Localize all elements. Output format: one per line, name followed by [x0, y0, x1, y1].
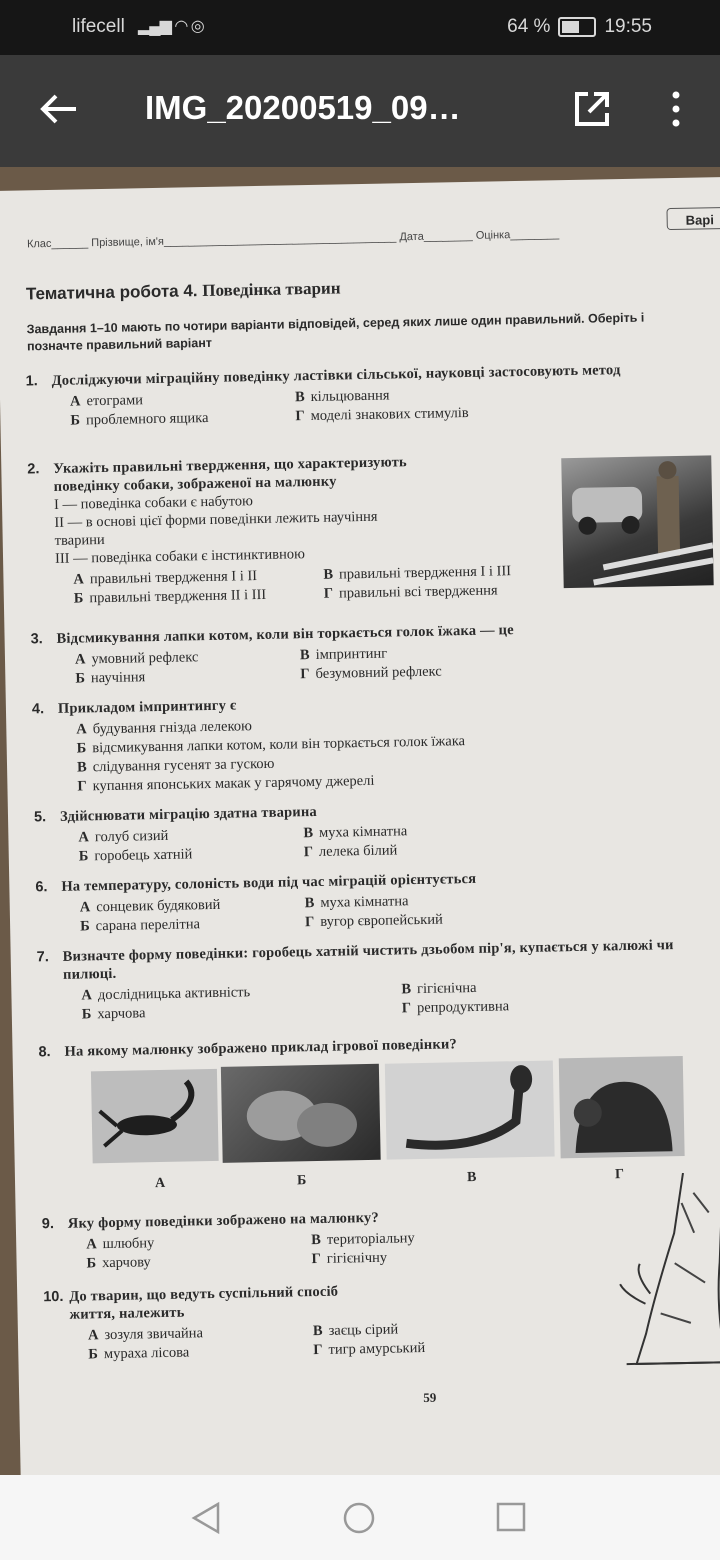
question-10: 10. До тварин, що ведуть суспільний спосіб життя, належить А зозуля звичайна В заєць сірий Б мураха лісова Г тигр амурський [43, 1283, 426, 1363]
back-arrow-icon[interactable] [36, 87, 80, 131]
image-label-b: Б [296, 1173, 307, 1189]
image-title: IMG_20200519_09… [145, 89, 461, 126]
open-external-icon[interactable] [572, 89, 612, 129]
question-7: 7. Визначте форму поведінки: горобець хатній чистить дзьобом пір'я, купається у калюжі чи пилюці. А дослідницька активність В гігієнічна Б харчова Г репродуктивна [36, 937, 674, 1023]
back-nav-icon[interactable] [190, 1501, 222, 1535]
image-label-g: Г [614, 1167, 625, 1183]
battery-percent: 64 % [507, 16, 551, 37]
app-bar [0, 55, 720, 167]
instruction: Завдання 1–10 мають по чотири варіанти відповідей, серед яких лише один правильний. Оберіть і позначте правильний варіант [26, 310, 645, 354]
question-9: 9. Яку форму поведінки зображено на малюнку? А шлюбну В територіальну Б харчову Г гігієнічну [41, 1209, 415, 1272]
recents-nav-icon[interactable] [496, 1502, 526, 1532]
scorpion-photo [91, 1069, 219, 1163]
home-nav-icon[interactable] [342, 1501, 376, 1535]
tree-sketch [613, 1172, 720, 1374]
question-5: 5. Здійснювати міграцію здатна тварина А голуб сизий В муха кімнатна Б горобець хатній Г лелека білий [33, 803, 408, 865]
cobra-photo [385, 1060, 555, 1159]
question-1: 1. Досліджуючи міграційну поведінку ластівки сільської, науковці застосовують метод А етограми В кільцювання Б проблемного ящика Г моделі знакових стимулів [25, 362, 621, 429]
image-label-a: А [154, 1175, 166, 1192]
cat-arched-photo [559, 1056, 685, 1158]
carrier-label: lifecell [72, 16, 125, 37]
signal-wifi-icons: ▂▄▆ ◠ ◎ [138, 18, 204, 35]
navigation-bar [0, 1475, 720, 1560]
page-number: 59 [423, 1389, 437, 1406]
question-2: 2. Укажіть правильні твердження, що характеризують поведінку собаки, зображеної на малюнку I — поведінка собаки є набутою II — в основі цієї форми поведінки лежить научіння тварини III — поведінка собаки є інстинктивною А правильні твердження I і II В правильні твердження I і III Б правильні твердження II і III Г правильні всі твердження [27, 454, 512, 607]
status-bar [0, 0, 720, 55]
battery-icon [558, 17, 596, 37]
worksheet-title: Тематична робота 4. Поведінка тварин [25, 278, 341, 304]
question-3: 3. Відсмикування лапки котом, коли він торкається голок їжака — це А умовний рефлекс В імпринтинг Б научіння Г безумовний рефлекс [30, 622, 514, 687]
question-4: 4. Прикладом імпринтингу є А будування гнізда лелекою Б відсмикування лапки котом, коли він торкається голок їжака В слідування гусенят за гускою Г купання японських макак у гарячому джерелі [31, 697, 466, 795]
question-8: 8. На якому малюнку зображено приклад ігрової поведінки? [38, 1036, 458, 1061]
header-fields: Клас______ Прізвище, ім'я______________________________________ Дата________ Оцінка________ [26, 228, 560, 251]
question-6: 6. На температуру, солоність води під час міграцій орієнтується А сонцевик будяковий В муха кімнатна Б сарана перелітна Г вугор європейський [35, 870, 477, 935]
image-label-v: В [466, 1169, 477, 1186]
photo-viewer[interactable] [0, 167, 720, 1475]
clock: 19:55 [604, 16, 652, 37]
more-options-icon[interactable] [664, 87, 688, 131]
variant-box: Варі [666, 207, 720, 230]
kittens-photo [221, 1064, 381, 1163]
worksheet-page [0, 177, 720, 1475]
dog-photo [561, 455, 713, 588]
